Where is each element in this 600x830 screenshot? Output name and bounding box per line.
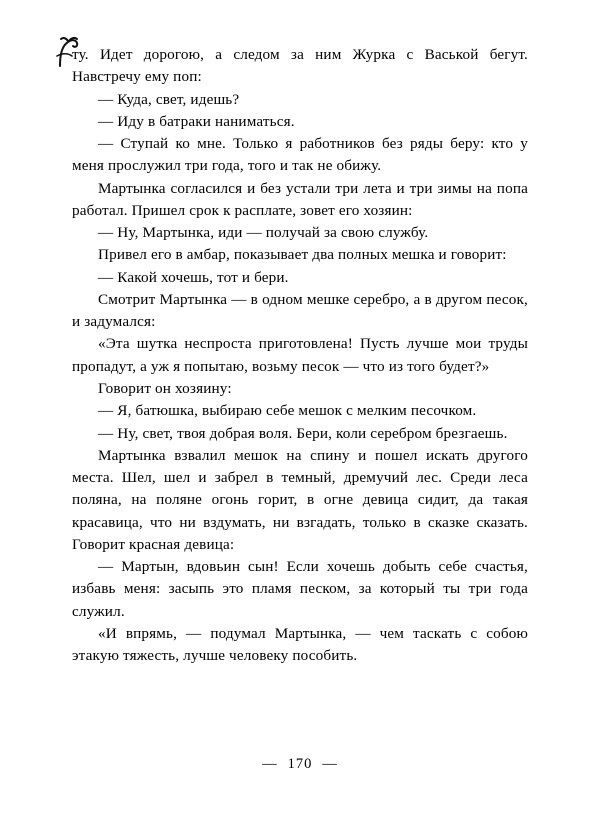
folio-dash-right: —	[322, 756, 338, 772]
page-footer	[0, 756, 600, 773]
paragraph: Привел его в амбар, показывает два полных мешка и говорит:	[98, 246, 507, 264]
paragraph: Мартынка взвалил мешок на спину и пошел искать другого места. Шел, шел и забрел в темный, дремучий лес. Среди леса поляна, на поляне огонь горит, в огне девица сидит, да такая красавица, что ни вздумать, ни взгадать, только в сказке сказать. Говорит красная девица:	[72, 446, 528, 553]
page-number: 170	[287, 756, 313, 772]
paragraph: Смотрит Мартынка — в одном мешке серебро, а в другом песок, и задумался:	[72, 290, 528, 331]
paragraph: — Я, батюшка, выбираю себе мешок с мелким песочком.	[98, 402, 477, 420]
paragraph: — Какой хочешь, тот и бери.	[98, 268, 289, 286]
paragraph: — Ну, свет, твоя добрая воля. Бери, коли серебром брезгаешь.	[98, 424, 508, 442]
paragraph: ту. Идет дорогою, а следом за ним Журка с Васькой бегут. Навстречу ему поп:	[72, 46, 528, 86]
paragraph: — Куда, свет, идешь?	[98, 90, 240, 108]
paragraph: — Мартын, вдовьин сын! Если хочешь добыть себе счастья, избавь меня: засыпь это пламя песком, за который ты три года служил.	[72, 558, 528, 620]
paragraph: «И впрямь, — подумал Мартынка, — чем таскать с собою этакую тяжесть, лучше человеку пособить.	[72, 624, 528, 665]
paragraph: «Эта шутка неспроста приготовлена! Пусть лучше мои труды пропадут, а уж я попытаю, возьму песок — что из того будет?»	[72, 335, 528, 375]
paragraph: Мартынка согласился и без устали три лета и три зимы на попа работал. Пришел срок к расплате, зовет его хозяин:	[72, 179, 528, 219]
folio-dash-left: —	[262, 756, 278, 772]
paragraph: — Иду в батраки наниматься.	[98, 112, 295, 130]
paragraph: Говорит он хозяину:	[98, 379, 232, 397]
paragraph: — Ступай ко мне. Только я работников без ряды беру: кто у меня прослужил три года, того и так не обижу.	[72, 135, 528, 175]
body-text	[72, 44, 528, 667]
paragraph: — Ну, Мартынка, иди — получай за свою службу.	[98, 224, 429, 242]
